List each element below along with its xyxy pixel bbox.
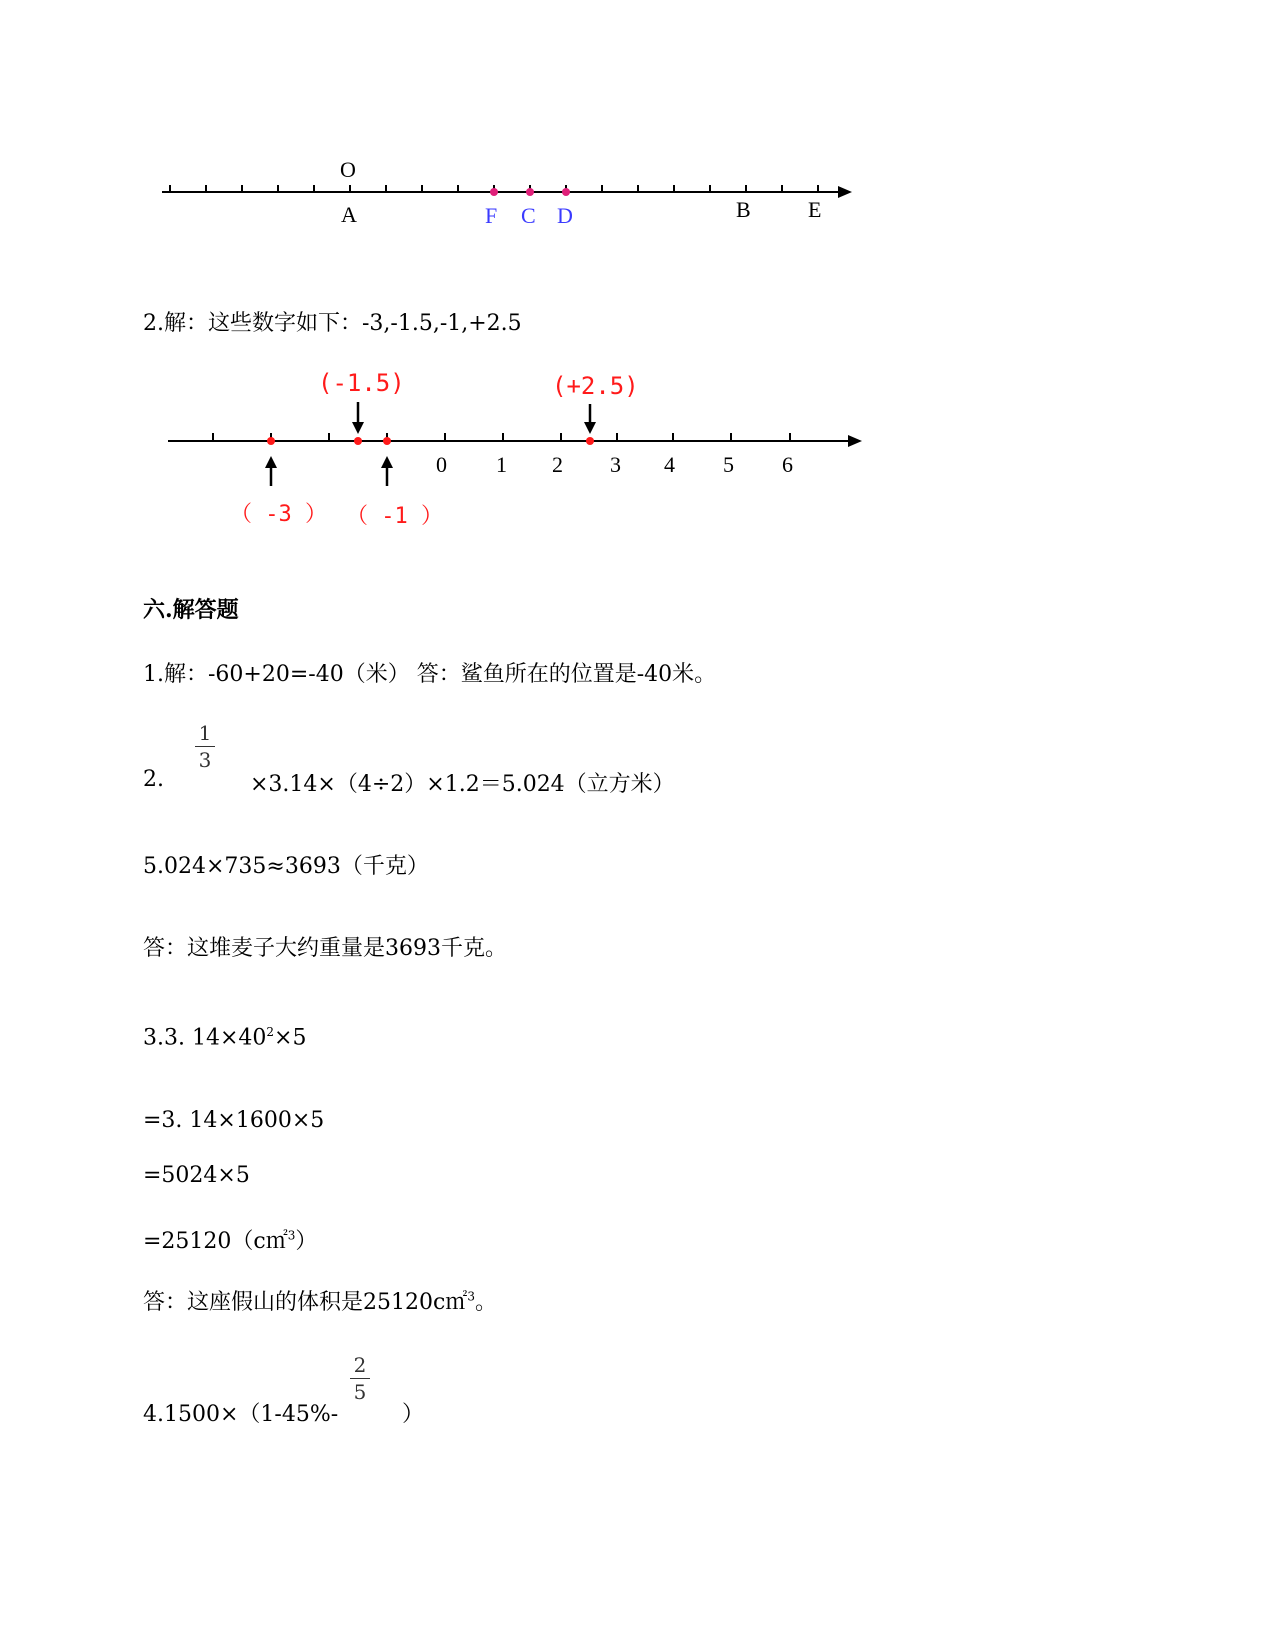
q3-answer bbox=[143, 1285, 497, 1316]
q3-line4-sup: 3 bbox=[287, 1228, 296, 1243]
annot-neg1: （ -1 ） bbox=[346, 504, 443, 529]
q3-line1 bbox=[143, 1025, 306, 1050]
label-e: E bbox=[808, 197, 822, 222]
label-f: F bbox=[485, 203, 498, 228]
q3-line3: =5024×5 bbox=[143, 1163, 250, 1188]
q4-frac-num: 2 bbox=[353, 1353, 367, 1377]
q2-line2: 5.024×735≈3693（千克） bbox=[143, 854, 429, 879]
tick-0: 0 bbox=[436, 452, 447, 477]
q3-line1-b: ×5 bbox=[274, 1025, 307, 1051]
label-d: D bbox=[557, 203, 573, 228]
q4-suffix: ） bbox=[402, 1402, 425, 1427]
q2-answer: 答：这堆麦子大约重量是3693千克。 bbox=[143, 936, 507, 961]
q3-answer-a: 答：这座假山的体积是25120c㎡ bbox=[143, 1290, 468, 1315]
q3-line4 bbox=[143, 1224, 317, 1255]
q3-line4-b: ） bbox=[295, 1229, 318, 1254]
q2-intro: 2.解：这些数字如下：-3,-1.5,-1,+2.5 bbox=[143, 311, 522, 336]
annot-neg1-5: (-1.5) bbox=[318, 369, 405, 397]
tick-2: 2 bbox=[552, 452, 563, 477]
tick-5: 5 bbox=[723, 452, 734, 477]
q2-frac-num: 1 bbox=[198, 721, 212, 745]
point-pos2-5 bbox=[586, 437, 594, 445]
q3-answer-sup: 3 bbox=[467, 1289, 475, 1304]
q2-fraction bbox=[193, 722, 217, 771]
q1-line: 1.解：-60+20=-40（米） 答：鲨鱼所在的位置是-40米。 bbox=[143, 662, 717, 687]
number-line-2 bbox=[0, 0, 1275, 560]
annot-neg3: （ -3 ） bbox=[230, 502, 327, 527]
label-a: A bbox=[341, 202, 357, 227]
q3-line1-a: 3.3. 14×40 bbox=[143, 1025, 267, 1051]
q3-line4-a: =25120（c㎡ bbox=[143, 1229, 288, 1254]
q3-answer-b: 。 bbox=[474, 1290, 497, 1315]
tick-6: 6 bbox=[782, 452, 793, 477]
label-b: B bbox=[736, 197, 751, 222]
q2-prefix: 2. bbox=[143, 767, 164, 792]
tick-3: 3 bbox=[610, 452, 621, 477]
section-title: 六.解答题 bbox=[143, 597, 239, 623]
tick-1: 1 bbox=[496, 452, 507, 477]
label-c: C bbox=[521, 203, 536, 228]
tick-4: 4 bbox=[664, 452, 675, 477]
q3-line2: =3. 14×1600×5 bbox=[143, 1108, 325, 1133]
q4-frac-den: 5 bbox=[353, 1380, 367, 1404]
q3-line1-sup: 2 bbox=[266, 1025, 275, 1039]
point-neg1-5 bbox=[354, 437, 362, 445]
annot-pos2-5: (+2.5) bbox=[552, 372, 639, 400]
q4-prefix: 4.1500×（1-45%- bbox=[143, 1402, 339, 1427]
q2-frac-den: 3 bbox=[198, 748, 212, 772]
q2-expression: ×3.14×（4÷2）×1.2＝5.024（立方米） bbox=[250, 772, 675, 797]
q4-fraction bbox=[348, 1354, 372, 1403]
label-o: O bbox=[340, 157, 356, 182]
point-neg3 bbox=[267, 437, 275, 445]
point-neg1 bbox=[383, 437, 391, 445]
